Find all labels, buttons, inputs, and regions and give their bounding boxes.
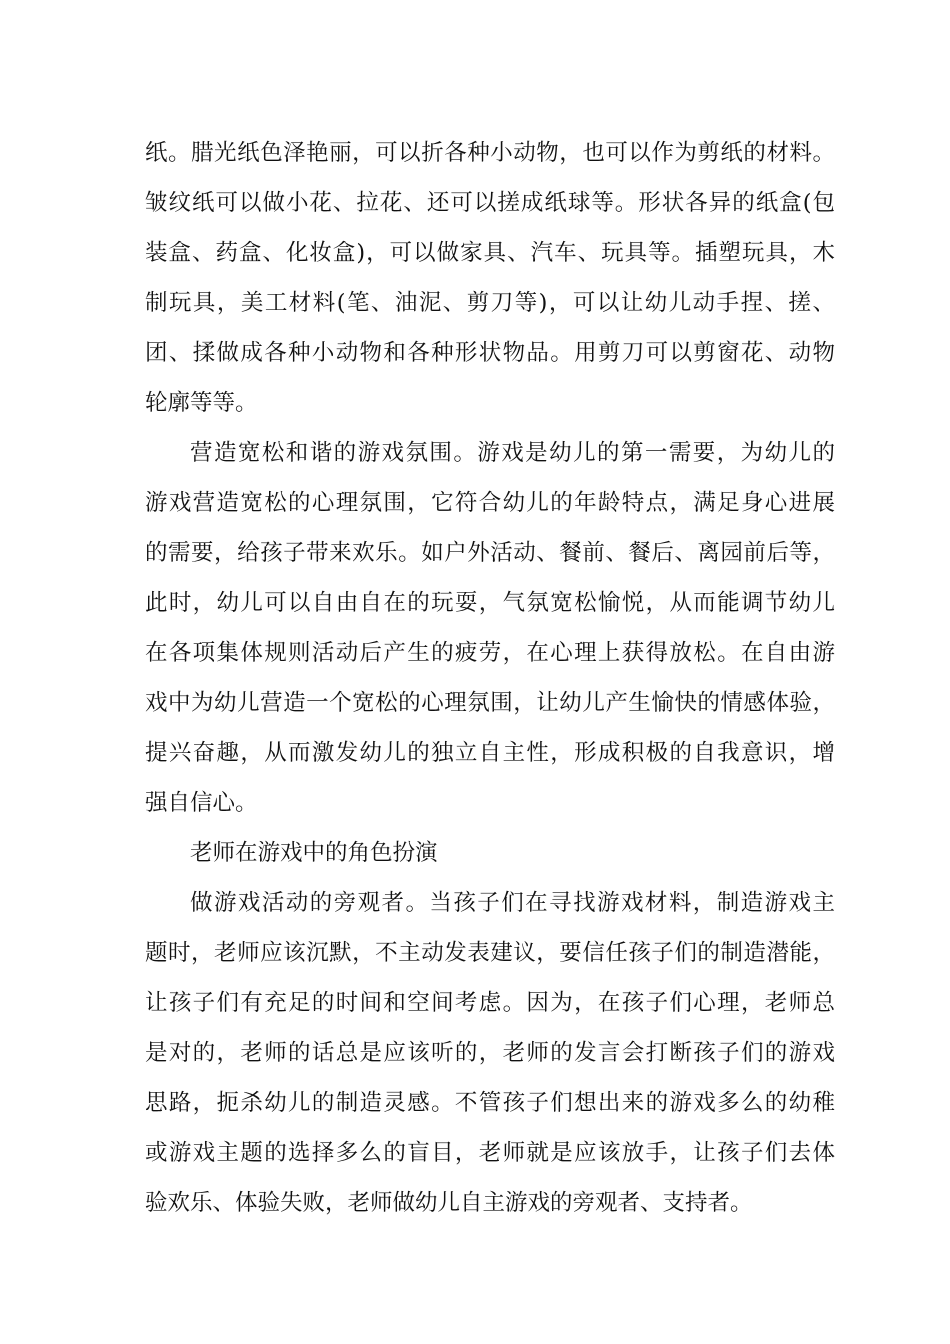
heading-text: 老师在游戏中的角色扮演	[190, 840, 438, 866]
text-line: 戏中为幼儿营造一个宽松的心理氛围，让幼儿产生愉快的情感体验，	[145, 690, 835, 716]
text-line: 营造宽松和谐的游戏氛围。游戏是幼儿的第一需要，为幼儿的	[190, 440, 835, 466]
text-line: 提兴奋趣，从而激发幼儿的独立自主性，形成积极的自我意识，增	[145, 740, 835, 766]
text-line: 在各项集体规则活动后产生的疲劳，在心理上获得放松。在自由游	[145, 640, 835, 666]
paragraph-materials	[145, 128, 835, 428]
text-line: 题时，老师应该沉默，不主动发表建议，要信任孩子们的制造潜能，	[145, 940, 835, 966]
text-line: 制玩具，美工材料(笔、油泥、剪刀等)，可以让幼儿动手捏、搓、	[145, 290, 835, 316]
text-line: 此时，幼儿可以自由自在的玩耍，气氛宽松愉悦，从而能调节幼儿	[145, 590, 835, 616]
text-line: 纸。腊光纸色泽艳丽，可以折各种小动物，也可以作为剪纸的材料。	[145, 140, 835, 166]
text-line: 思路，扼杀幼儿的制造灵感。不管孩子们想出来的游戏多么的幼稚	[145, 1090, 835, 1116]
text-line: 团、揉做成各种小动物和各种形状物品。用剪刀可以剪窗花、动物	[145, 340, 835, 366]
text-line: 强自信心。	[145, 790, 258, 816]
text-line: 装盒、药盒、化妆盒)，可以做家具、汽车、玩具等。插塑玩具，木	[145, 240, 835, 266]
text-line: 的需要，给孩子带来欢乐。如户外活动、餐前、餐后、离园前后等，	[145, 540, 835, 566]
text-line: 轮廓等等。	[145, 390, 258, 416]
section-heading	[145, 828, 835, 878]
paragraph-observer	[145, 878, 835, 1228]
text-line: 游戏营造宽松的心理氛围，它符合幼儿的年龄特点，满足身心进展	[145, 490, 835, 516]
text-line: 或游戏主题的选择多么的盲目，老师就是应该放手，让孩子们去体	[145, 1140, 835, 1166]
paragraph-atmosphere	[145, 428, 835, 828]
text-line: 皱纹纸可以做小花、拉花、还可以搓成纸球等。形状各异的纸盒(包	[145, 190, 835, 216]
text-line: 做游戏活动的旁观者。当孩子们在寻找游戏材料，制造游戏主	[190, 890, 835, 916]
text-line: 让孩子们有充足的时间和空间考虑。因为，在孩子们心理，老师总	[145, 990, 835, 1016]
text-line: 是对的，老师的话总是应该听的，老师的发言会打断孩子们的游戏	[145, 1040, 835, 1066]
body-text	[145, 128, 835, 1228]
text-line: 验欢乐、体验失败，老师做幼儿自主游戏的旁观者、支持者。	[145, 1190, 753, 1216]
